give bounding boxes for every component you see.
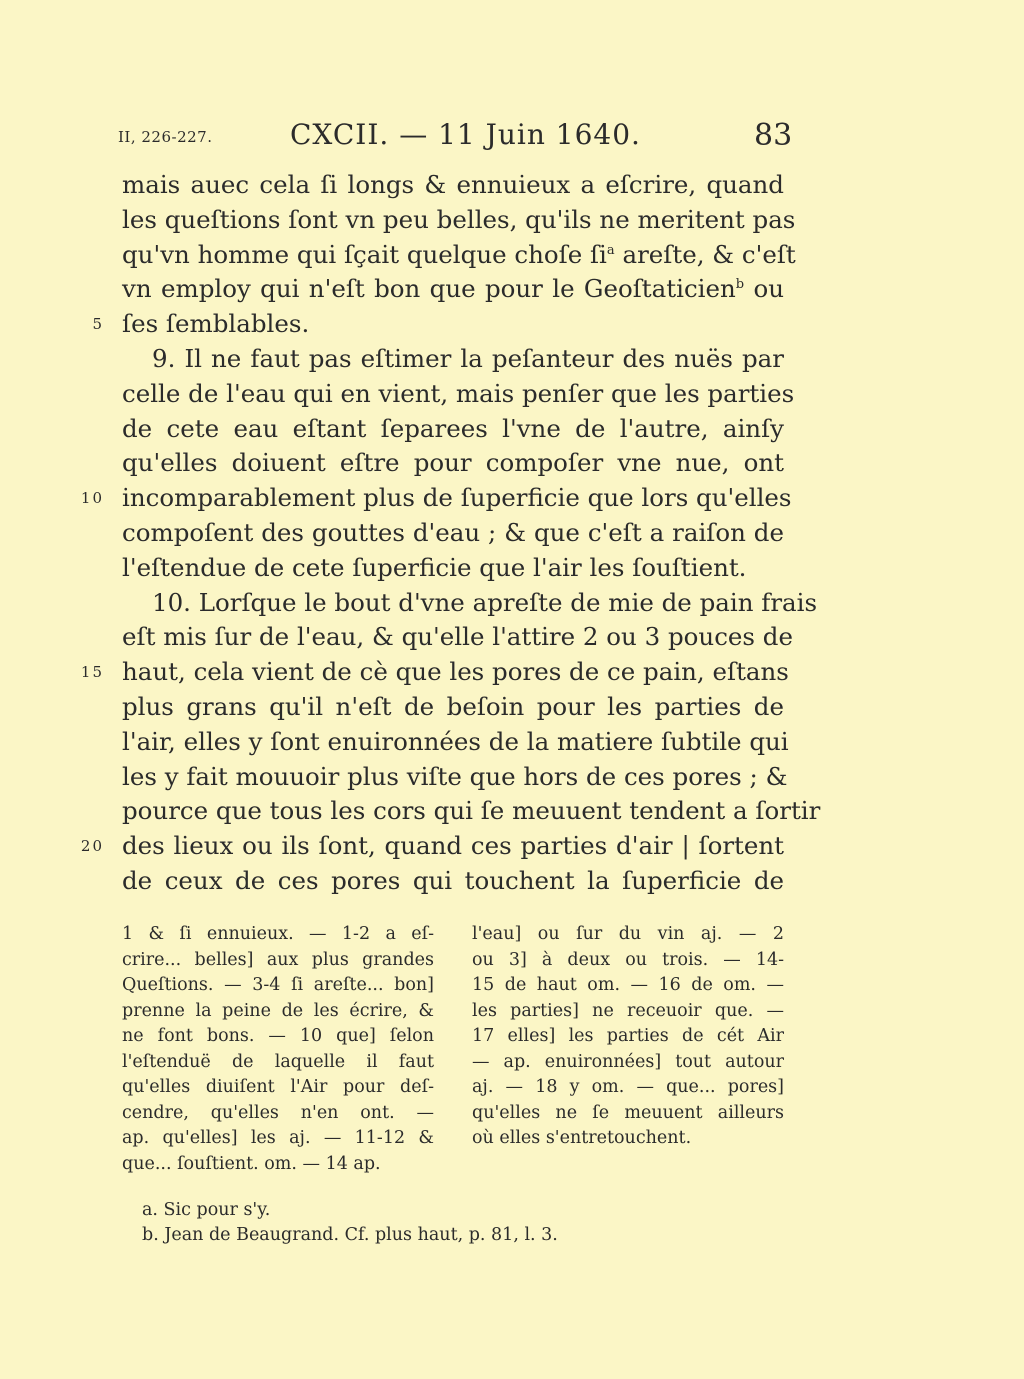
- footnote-line: a. Sic pour s'y.: [142, 1200, 271, 1220]
- line-number: 20: [80, 837, 104, 856]
- text-line: [92, 307, 784, 342]
- footnotes: [142, 1198, 762, 1248]
- line-text: les queſtions ſont vn peu belles, qu'ils ne meritent pas: [122, 204, 796, 234]
- note-line: aj. — 18 y om. — que... pores]: [472, 1077, 784, 1097]
- text-line: [122, 203, 796, 238]
- line-text: eſt mis ſur de l'eau, & qu'elle l'attire 2 ou 3 pouces de: [122, 622, 793, 652]
- text-line: [122, 690, 784, 725]
- text-line: [80, 481, 792, 516]
- line-text: de ceux de ces pores qui touchent la ſuperficie de: [122, 865, 784, 895]
- note-line: ne font bons. — 10 que] ſelon: [122, 1026, 434, 1046]
- line-text: vn employ qui n'eſt bon que pour le Geoſtaticien: [122, 274, 736, 304]
- line-text-tail: ou: [744, 274, 784, 304]
- note-line: l'eau] ou ſur du vin aj. — 2: [472, 924, 784, 944]
- text-line: [122, 446, 784, 481]
- line-text: l'air, elles y ſont enuironnées de la matiere ſubtile qui: [122, 726, 789, 756]
- line-number: 5: [92, 315, 104, 334]
- note-line: ap. qu'elles] les aj. — 11-12 &: [122, 1128, 434, 1148]
- text-line: [122, 760, 788, 795]
- text-line: [122, 342, 784, 377]
- note-line: qu'elles diuiſent l'Air pour deſ-: [122, 1077, 434, 1097]
- text-line: [122, 516, 784, 551]
- footnote-line: b. Jean de Beaugrand. Cf. plus haut, p. 81, l. 3.: [142, 1225, 558, 1245]
- line-text: mais auec cela ſi longs & ennuieux a eſcrire, quand: [122, 170, 784, 199]
- line-text: pource que tous les cors qui ſe meuuent tendent a ſortir: [122, 796, 821, 826]
- text-line: [122, 586, 818, 621]
- notes-right-column: [472, 922, 784, 1152]
- page-number: 83: [754, 118, 793, 153]
- line-text: des lieux ou ils ſont, quand ces parties d'air | ſortent: [122, 831, 784, 861]
- text-line: [122, 377, 795, 412]
- line-text: de cete eau eſtant ſeparees l'vne de l'autre, ainſy: [122, 413, 784, 443]
- volume-reference: II, 226-227.: [118, 128, 213, 146]
- line-text: l'eſtendue de cete ſuperficie que l'air les ſouſtient.: [122, 552, 747, 582]
- line-text: incomparablement plus de ſuperficie que lors qu'elles: [122, 483, 792, 513]
- text-line: [122, 864, 784, 899]
- line-text: compoſent des gouttes d'eau ; & que c'eſt a raiſon de: [122, 517, 784, 547]
- text-line: [122, 551, 784, 586]
- text-line: [122, 620, 793, 655]
- line-text: 10. Lorſque le bout d'vne apreſte de mie de pain frais: [152, 587, 818, 617]
- line-text: celle de l'eau qui en vient, mais penſer que les parties: [122, 378, 795, 408]
- note-line: 1 & ſi ennuieux. — 1-2 a eſ-: [122, 924, 434, 944]
- note-line: où elles s'entretouchent.: [472, 1128, 692, 1148]
- text-line: [80, 829, 784, 864]
- note-line: 15 de haut om. — 16 de om. —: [472, 975, 784, 995]
- notes-left-column: [122, 922, 434, 1177]
- note-line: cendre, qu'elles n'en ont. —: [122, 1102, 434, 1123]
- line-number: 10: [80, 489, 104, 508]
- line-text: ſes ſemblables.: [122, 309, 310, 339]
- footnote-marker: a: [606, 242, 615, 258]
- text-line: [122, 794, 821, 829]
- line-text: 9. Il ne faut pas eſtimer la peſanteur des nuës par: [152, 343, 784, 373]
- text-line: [122, 238, 796, 273]
- note-line: l'eſtenduë de laquelle il faut: [122, 1051, 434, 1072]
- note-line: qu'elles ne ſe meuuent ailleurs: [472, 1102, 784, 1123]
- text-line: [80, 655, 789, 690]
- text-line: [122, 725, 789, 760]
- note-line: ou 3] à deux ou trois. — 14-: [472, 949, 784, 970]
- note-line: — ap. enuironnées] tout autour: [472, 1051, 784, 1072]
- text-line: [122, 412, 784, 447]
- note-line: Queſtions. — 3-4 ſi areſte... bon]: [122, 975, 434, 995]
- line-text: qu'vn homme qui ſçait quelque choſe ſi: [122, 239, 607, 269]
- main-text: [80, 168, 821, 899]
- line-text: les y fait mouuoir plus viſte que hors de ces pores ; &: [122, 761, 788, 791]
- letter-title: CXCII. — 11 Juin 1640.: [290, 118, 641, 151]
- text-line: [122, 168, 784, 203]
- running-header: [0, 118, 1024, 158]
- line-text: plus grans qu'il n'eſt de beſoin pour les parties de: [122, 691, 784, 721]
- line-text: qu'elles doiuent eſtre pour compoſer vne nue, ont: [122, 448, 784, 478]
- note-line: crire... belles] aux plus grandes: [122, 949, 434, 970]
- footnote-marker: b: [735, 277, 745, 293]
- line-text-tail: areſte, & c'eſt: [614, 239, 796, 269]
- line-number: 15: [80, 663, 104, 682]
- note-line: prenne la peine de les écrire, &: [122, 1000, 434, 1021]
- line-text: haut, cela vient de cè que les pores de ce pain, eſtans: [122, 657, 789, 687]
- note-line: 17 elles] les parties de cét Air: [472, 1026, 784, 1046]
- note-line: que... ſouſtient. om. — 14 ap.: [122, 1153, 381, 1174]
- note-line: les parties] ne receuoir que. —: [472, 1000, 784, 1021]
- text-line: [122, 272, 784, 307]
